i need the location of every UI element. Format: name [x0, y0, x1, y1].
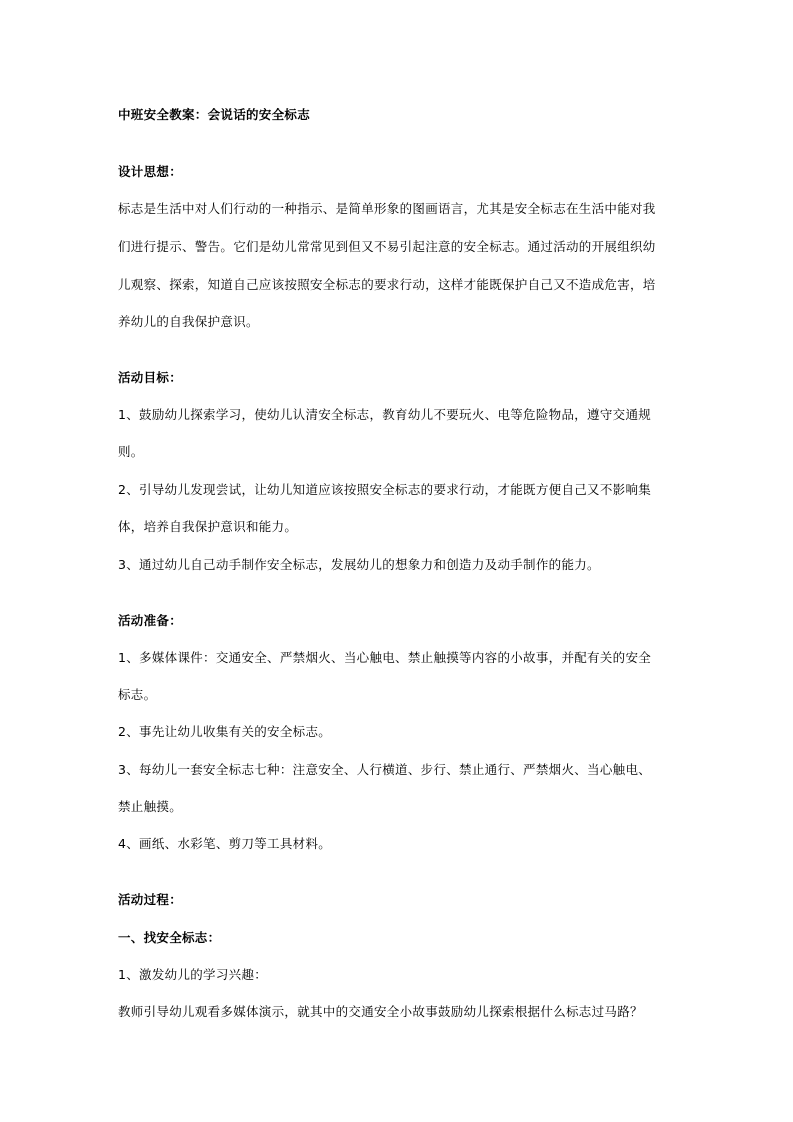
section-heading-activity-preparation: 活动准备： — [118, 613, 183, 628]
paragraph-line: 养幼儿的自我保护意识。 — [118, 314, 259, 329]
paragraph-line: 们进行提示、警告。它们是幼儿常常见到但又不易引起注意的安全标志。通过活动的开展组织幼 — [118, 239, 656, 254]
paragraph-line: 儿观察、探索，知道自己应该按照安全标志的要求行动，这样才能既保护自己又不造成危害，培 — [118, 277, 656, 292]
section-heading-design-idea: 设计思想： — [118, 164, 183, 179]
paragraph-line: 2、事先让幼儿收集有关的安全标志。 — [118, 724, 332, 739]
subsection-heading-find-signs: 一、找安全标志： — [118, 930, 221, 945]
paragraph-line: 1、激发幼儿的学习兴趣： — [118, 967, 268, 982]
paragraph-line: 禁止触摸。 — [118, 799, 183, 814]
paragraph-line: 4、画纸、水彩笔、剪刀等工具材料。 — [118, 836, 332, 851]
document-title: 中班安全教案：会说话的安全标志 — [118, 107, 311, 122]
paragraph-line: 则。 — [118, 444, 144, 459]
paragraph-line: 1、鼓励幼儿探索学习，使幼儿认清安全标志，教育幼儿不要玩火、电等危险物品，遵守交通规 — [118, 407, 652, 422]
paragraph-line: 1、多媒体课件：交通安全、严禁烟火、当心触电、禁止触摸等内容的小故事，并配有关的安全 — [118, 650, 652, 665]
section-heading-activity-goals: 活动目标： — [118, 370, 183, 385]
paragraph-line: 3、每幼儿一套安全标志七种：注意安全、人行横道、步行、禁止通行、严禁烟火、当心触电、 — [118, 762, 652, 777]
paragraph-line: 标志是生活中对人们行动的一种指示、是简单形象的图画语言，尤其是安全标志在生活中能对我 — [118, 201, 656, 216]
paragraph-line: 教师引导幼儿观看多媒体演示，就其中的交通安全小故事鼓励幼儿探索根据什么标志过马路？ — [118, 1004, 643, 1019]
paragraph-line: 2、引导幼儿发现尝试，让幼儿知道应该按照安全标志的要求行动，才能既方便自己又不影响集 — [118, 482, 652, 497]
section-heading-activity-process: 活动过程： — [118, 892, 183, 907]
paragraph-line: 标志。 — [118, 687, 157, 702]
paragraph-line: 3、通过幼儿自己动手制作安全标志，发展幼儿的想象力和创造力及动手制作的能力。 — [118, 557, 600, 572]
paragraph-line: 体，培养自我保护意识和能力。 — [118, 519, 298, 534]
